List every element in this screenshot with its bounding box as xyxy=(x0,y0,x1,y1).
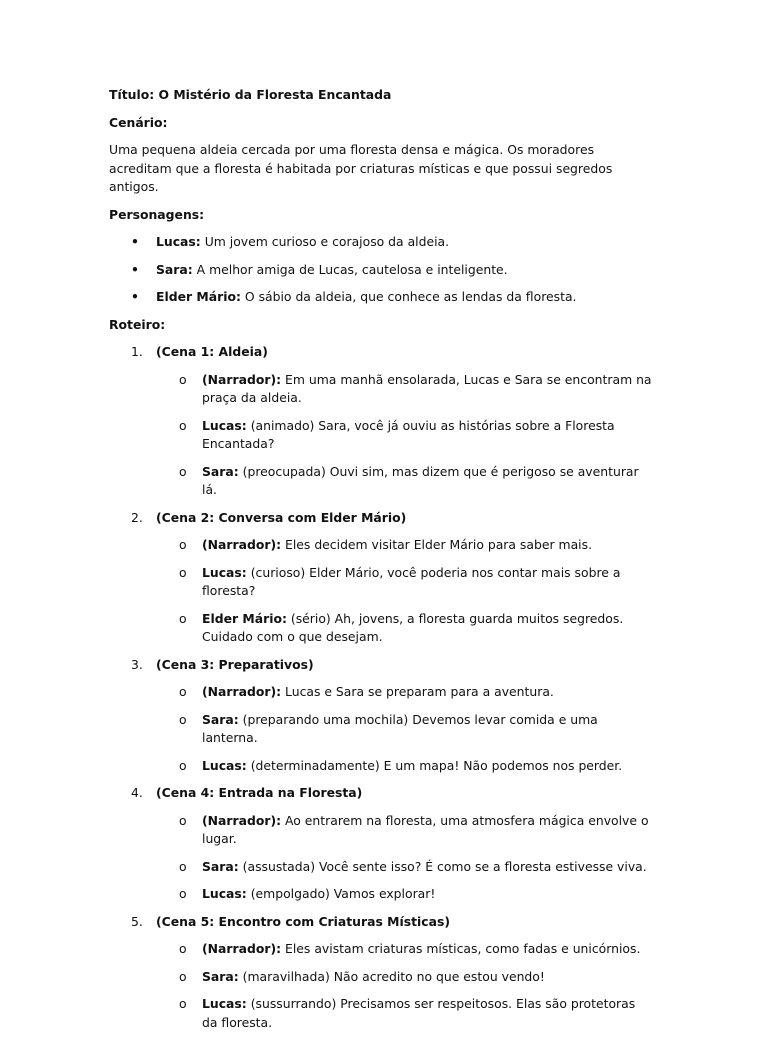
setting-heading: Cenário: xyxy=(109,114,168,130)
setting-text: Uma pequena aldeia cercada por uma floresta densa e mágica. Os moradores acreditam que a floresta é habitada por criaturas místicas e que possui segredos antigos. xyxy=(109,142,613,194)
scene-item xyxy=(109,509,654,528)
speaker-label: Sara: xyxy=(202,858,239,874)
speaker-label: Sara: xyxy=(202,968,239,984)
dialogue-line xyxy=(109,610,654,647)
sub-bullet-icon: o xyxy=(179,968,187,984)
scene-list xyxy=(109,343,654,1032)
bullet-icon: • xyxy=(131,261,139,277)
speaker-label: Lucas: xyxy=(202,757,247,773)
character-item xyxy=(109,233,654,252)
sub-bullet-icon: o xyxy=(179,996,187,1011)
dialogue-line xyxy=(109,757,654,776)
dialogue-line xyxy=(109,885,654,904)
scene-item xyxy=(109,656,654,675)
dialogue-text: Ao entrarem na floresta, uma atmosfera mágica envolve o lugar. xyxy=(202,812,649,846)
character-item xyxy=(109,288,654,307)
scene-item xyxy=(109,343,654,362)
sub-bullet-icon: o xyxy=(179,886,187,901)
speaker-label: Elder Mário: xyxy=(202,610,287,626)
sub-bullet-icon: o xyxy=(179,463,187,479)
document-body xyxy=(109,86,654,1041)
scene-title: (Cena 4: Entrada na Floresta) xyxy=(156,785,363,800)
dialogue-line xyxy=(109,940,654,959)
dialogue-text: (sério) Ah, jovens, a floresta guarda muitos segredos. Cuidado com o que desejam. xyxy=(202,610,624,644)
character-description: O sábio da aldeia, que conhece as lendas da floresta. xyxy=(240,289,577,304)
scene-block xyxy=(109,343,654,500)
scene-title: (Cena 5: Encontro com Criaturas Místicas) xyxy=(156,913,451,929)
dialogue-line xyxy=(109,812,654,849)
dialogue-line xyxy=(109,711,654,748)
bullet-icon: • xyxy=(131,289,139,304)
sub-bullet-icon: o xyxy=(179,537,187,552)
scene-number: 4. xyxy=(131,785,143,800)
dialogue-line xyxy=(109,536,654,555)
dialogue-list xyxy=(109,371,654,500)
dialogue-list xyxy=(109,536,654,647)
dialogue-list xyxy=(109,940,654,1032)
dialogue-text: (preparando uma mochila) Devemos levar comida e uma lanterna. xyxy=(202,711,598,745)
scene-title: (Cena 2: Conversa com Elder Mário) xyxy=(156,509,407,525)
script-heading: Roteiro: xyxy=(109,316,166,332)
dialogue-text: (empolgado) Vamos explorar! xyxy=(246,886,436,901)
character-description: Um jovem curioso e corajoso da aldeia. xyxy=(200,234,450,249)
sub-bullet-icon: o xyxy=(179,371,187,387)
sub-bullet-icon: o xyxy=(179,812,187,828)
dialogue-text: (sussurrando) Precisamos ser respeitosos. Elas são protetoras da floresta. xyxy=(202,996,636,1030)
bullet-icon: • xyxy=(131,234,139,249)
sub-bullet-icon: o xyxy=(179,684,187,699)
dialogue-text: Eles decidem visitar Elder Mário para saber mais. xyxy=(281,537,593,552)
dialogue-text: (assustada) Você sente isso? É como se a floresta estivesse viva. xyxy=(238,858,647,874)
speaker-label: Sara: xyxy=(202,711,239,727)
sub-bullet-icon: o xyxy=(179,564,187,580)
dialogue-text: (determinadamente) E um mapa! Não podemos nos perder. xyxy=(246,757,623,773)
speaker-label: Lucas: xyxy=(202,564,247,580)
speaker-label: Lucas: xyxy=(202,996,247,1011)
dialogue-line xyxy=(109,371,654,408)
speaker-label: (Narrador): xyxy=(202,812,282,828)
speaker-label: Sara: xyxy=(202,463,239,479)
dialogue-text: Em uma manhã ensolarada, Lucas e Sara se encontram na praça da aldeia. xyxy=(202,371,652,405)
scene-item xyxy=(109,784,654,803)
sub-bullet-icon: o xyxy=(179,941,187,956)
dialogue-text: Eles avistam criaturas místicas, como fadas e unicórnios. xyxy=(281,941,641,956)
characters-list xyxy=(109,233,654,307)
dialogue-text: (maravilhada) Não acredito no que estou vendo! xyxy=(238,968,545,984)
scene-number: 3. xyxy=(131,656,143,672)
document-title: Título: O Mistério da Floresta Encantada xyxy=(109,87,392,102)
speaker-label: Lucas: xyxy=(202,417,247,433)
dialogue-list xyxy=(109,812,654,904)
speaker-label: (Narrador): xyxy=(202,684,282,699)
dialogue-line xyxy=(109,995,654,1032)
character-name: Lucas: xyxy=(156,234,201,249)
dialogue-line xyxy=(109,858,654,877)
speaker-label: (Narrador): xyxy=(202,371,282,387)
dialogue-text: (preocupada) Ouvi sim, mas dizem que é perigoso se aventurar lá. xyxy=(202,463,639,497)
character-item xyxy=(109,261,654,280)
speaker-label: Lucas: xyxy=(202,886,247,901)
dialogue-list xyxy=(109,683,654,775)
scene-number: 1. xyxy=(131,344,143,359)
scene-block xyxy=(109,913,654,1033)
scene-number: 2. xyxy=(131,509,143,525)
speaker-label: (Narrador): xyxy=(202,941,282,956)
character-name: Elder Mário: xyxy=(156,289,241,304)
dialogue-text: Lucas e Sara se preparam para a aventura. xyxy=(281,684,554,699)
dialogue-line xyxy=(109,417,654,454)
scene-item xyxy=(109,913,654,932)
dialogue-line xyxy=(109,463,654,500)
scene-title: (Cena 3: Preparativos) xyxy=(156,656,314,672)
scene-block xyxy=(109,656,654,776)
dialogue-text: (animado) Sara, você já ouviu as histórias sobre a Floresta Encantada? xyxy=(202,417,615,451)
sub-bullet-icon: o xyxy=(179,417,187,433)
character-name: Sara: xyxy=(156,261,193,277)
sub-bullet-icon: o xyxy=(179,757,187,773)
dialogue-line xyxy=(109,683,654,702)
scene-block xyxy=(109,784,654,904)
scene-number: 5. xyxy=(131,913,143,929)
sub-bullet-icon: o xyxy=(179,858,187,874)
speaker-label: (Narrador): xyxy=(202,537,282,552)
scene-block xyxy=(109,509,654,647)
character-description: A melhor amiga de Lucas, cautelosa e inteligente. xyxy=(192,261,508,277)
dialogue-text: (curioso) Elder Mário, você poderia nos contar mais sobre a floresta? xyxy=(202,564,621,598)
sub-bullet-icon: o xyxy=(179,610,187,626)
sub-bullet-icon: o xyxy=(179,711,187,727)
scene-title: (Cena 1: Aldeia) xyxy=(156,344,268,359)
characters-heading: Personagens: xyxy=(109,206,205,222)
dialogue-line xyxy=(109,564,654,601)
dialogue-line xyxy=(109,968,654,987)
